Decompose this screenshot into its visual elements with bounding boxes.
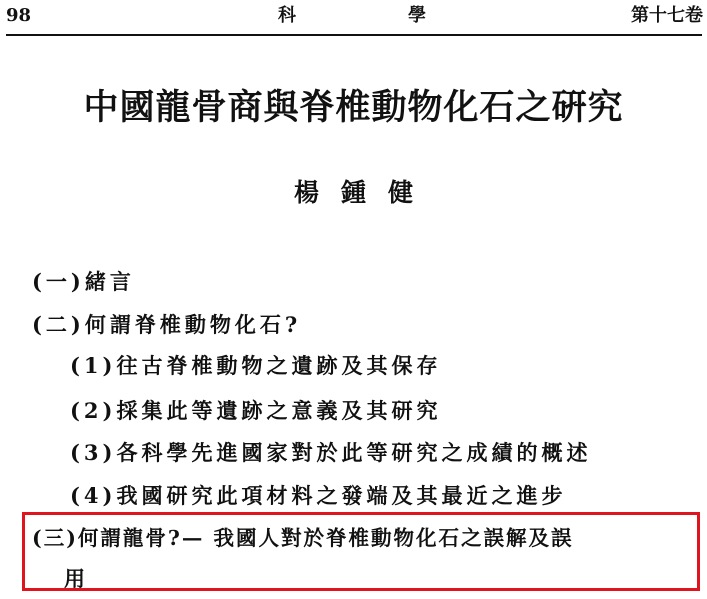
- article-author: 楊鍾健: [293, 178, 435, 207]
- journal-title-char-2: 學: [408, 5, 426, 26]
- header-rule: [6, 34, 702, 36]
- toc-subitem-2: (2)採集此等遺跡之意義及其研究: [70, 398, 442, 423]
- toc-subitem-3: (3)各科學先進國家對於此等研究之成績的概述: [70, 440, 592, 465]
- journal-title-char-1: 科: [278, 5, 296, 26]
- toc-item-introduction: (一)緒言: [32, 269, 135, 294]
- page-number: 98: [6, 5, 32, 26]
- running-header: [0, 0, 707, 30]
- toc-item-dragon-bones: (三)何謂龍骨?— 我國人對於脊椎動物化石之誤解及誤: [32, 526, 574, 550]
- toc-subitem-4: (4)我國研究此項材料之發端及其最近之進步: [70, 483, 567, 508]
- toc-subitem-1: (1)往古脊椎動物之遺跡及其保存: [70, 353, 442, 378]
- volume-label: 第十七卷: [631, 5, 703, 26]
- toc-item-dragon-bones-continuation: 用: [64, 566, 89, 591]
- toc-item-vertebrate-fossils: (二)何謂脊椎動物化石?: [32, 312, 302, 337]
- highlight-box: [22, 512, 700, 591]
- article-title: 中國龍骨商與脊椎動物化石之硏究: [83, 87, 624, 128]
